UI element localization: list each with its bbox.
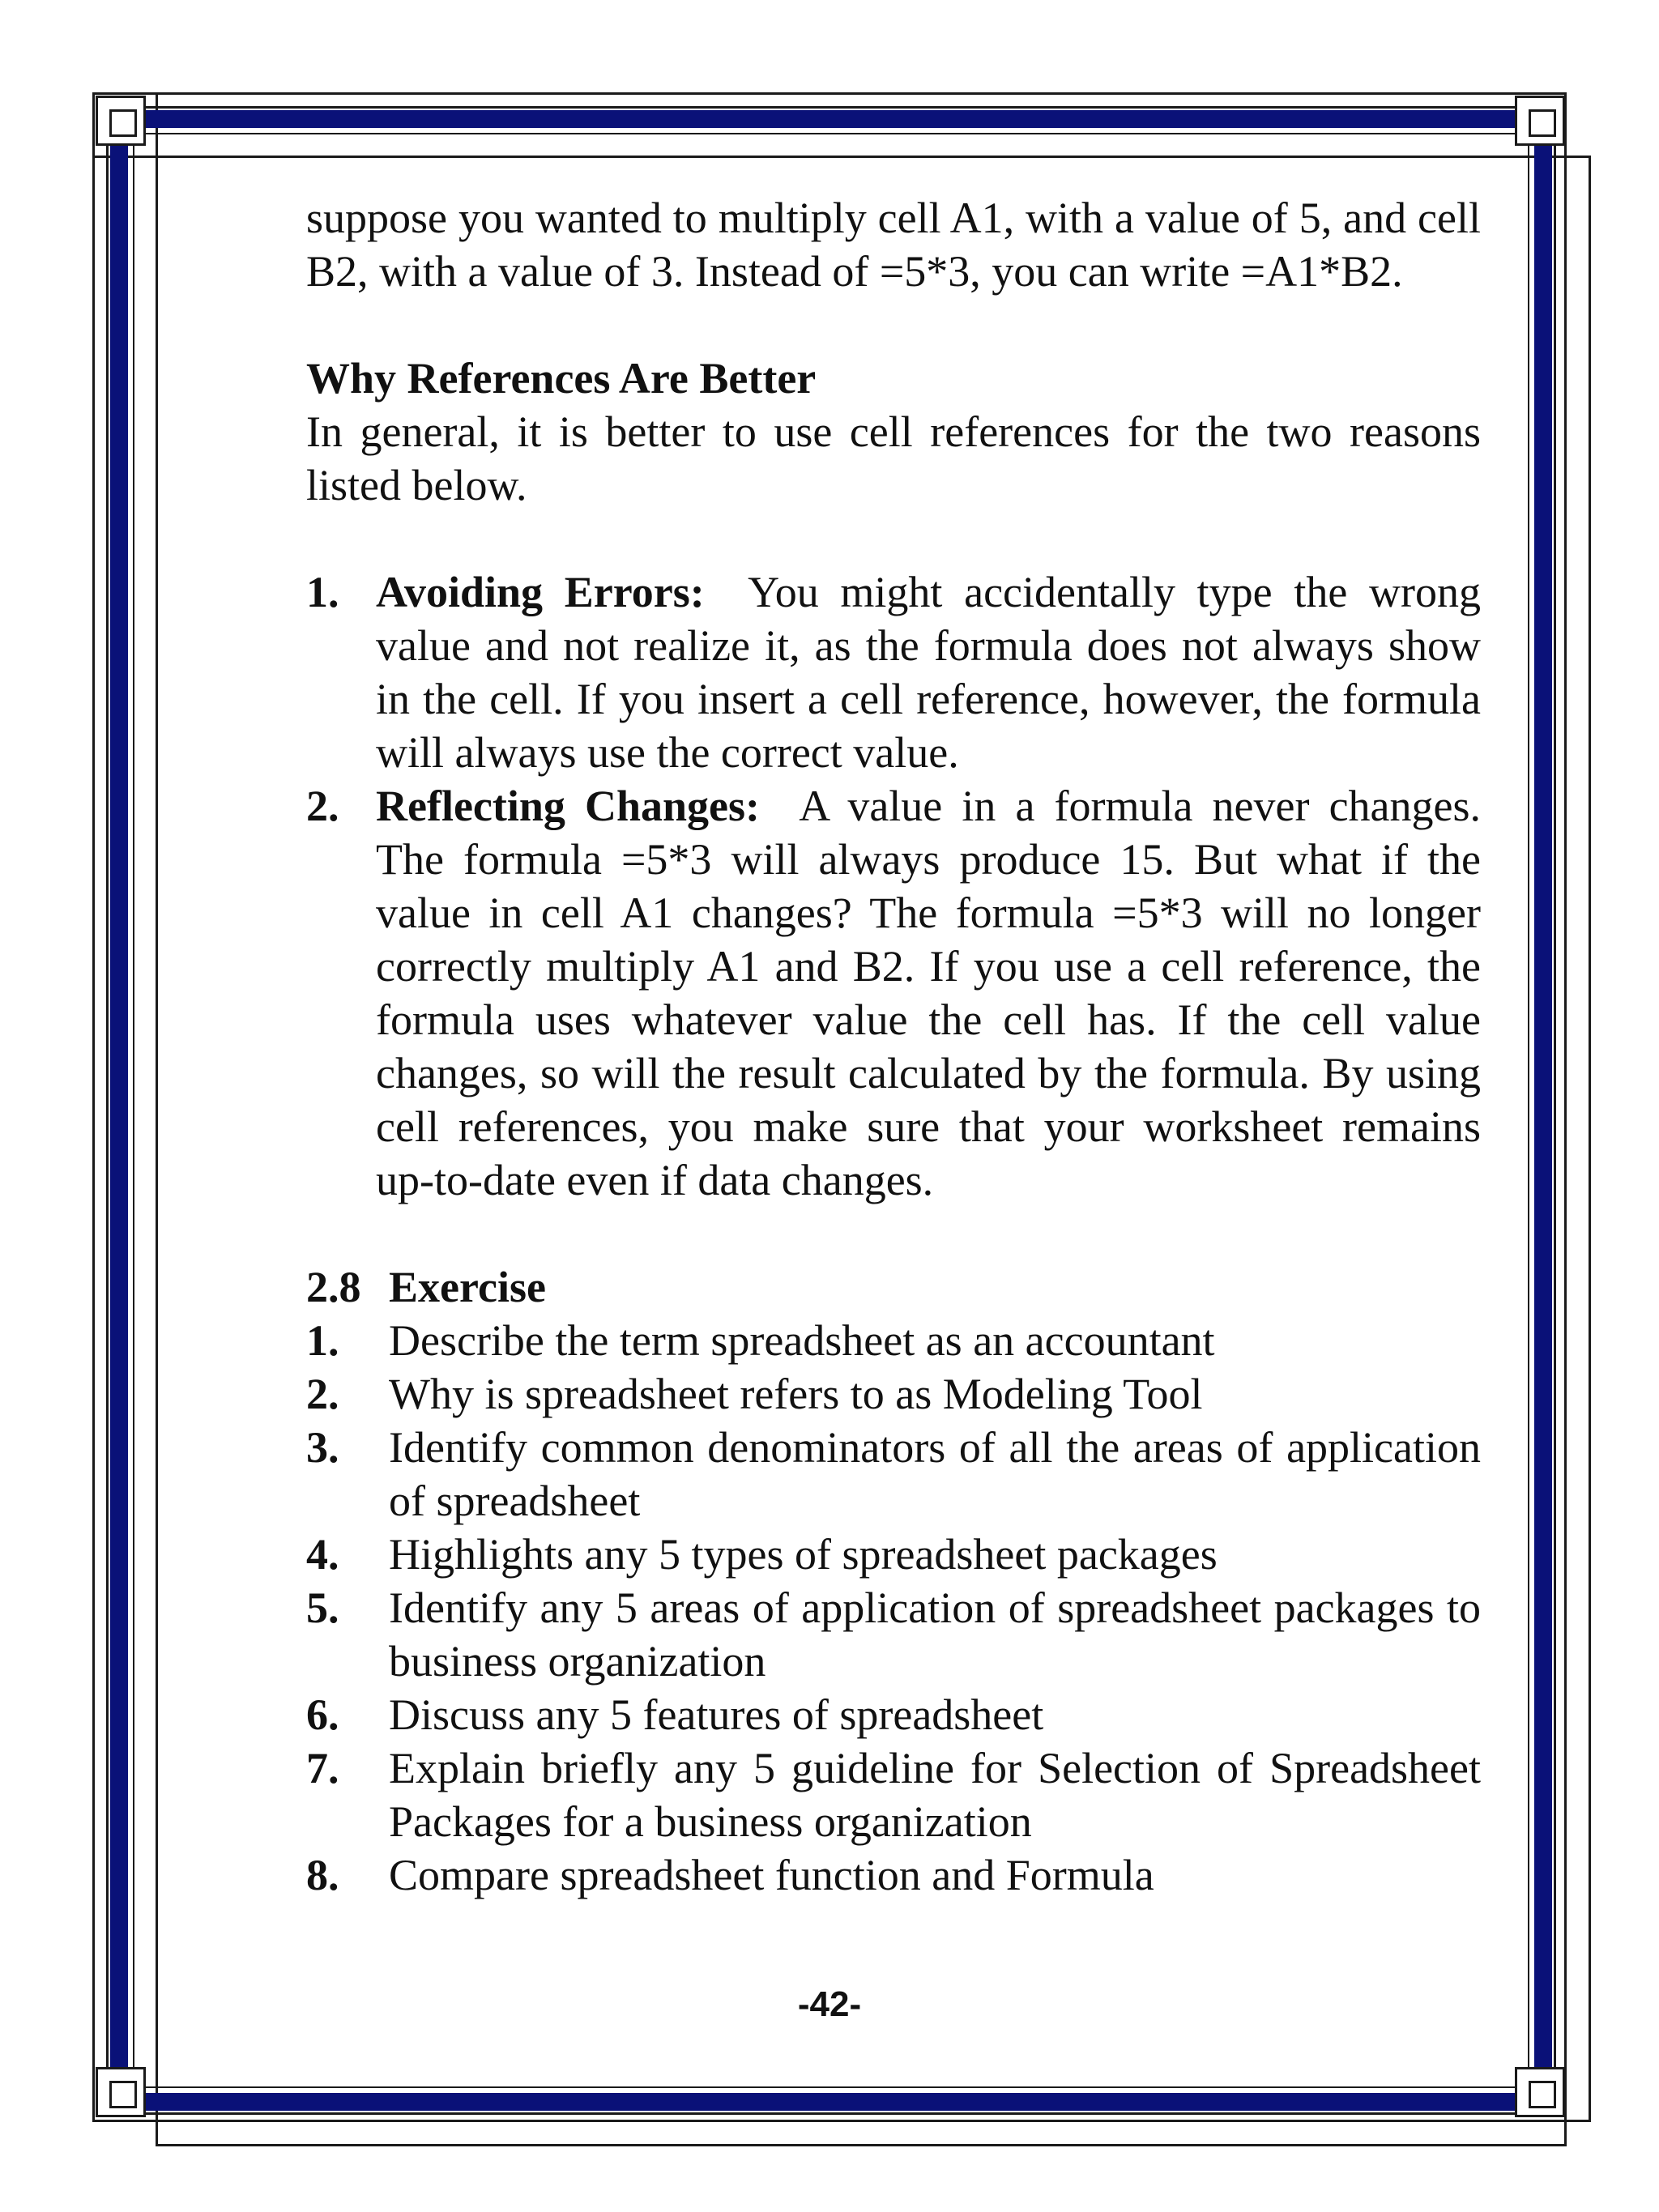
exercise-list — [306, 1314, 1481, 1902]
exercise-item — [306, 1528, 1481, 1581]
exercise-number: 2. — [306, 1370, 339, 1418]
reason-text: You might accidentally type the wrong value and not realize it, as the formula does not always show in the cell. If you insert a cell reference, however, the formula will always use the correct value. — [376, 568, 1481, 777]
reason-text: A value in a formula never changes. The formula =5*3 will always produce 15. But what if the value in cell A1 changes? The formula =5*3 will no longer correctly multiply A1 and B2. If you use a cell reference, the formula uses whatever value the cell has. If the cell value changes, so will the result calculated by the formula. By using cell references, you make sure that your worksheet remains up-to-date even if data changes. — [376, 782, 1481, 1204]
exercise-number: 4. — [306, 1530, 339, 1579]
page-content — [306, 191, 1481, 1902]
spacer — [306, 512, 1481, 565]
exercise-section-number: 2.8 — [306, 1263, 361, 1311]
corner-ornament-top-left — [96, 96, 146, 146]
exercise-item — [306, 1314, 1481, 1367]
exercise-text: Highlights any 5 types of spreadsheet packages — [389, 1530, 1218, 1579]
reason-item-avoiding-errors — [306, 565, 1481, 779]
references-heading: Why References Are Better — [306, 354, 817, 403]
corner-ornament-bottom-right — [1515, 2067, 1565, 2117]
exercise-item — [306, 1367, 1481, 1421]
exercise-number: 6. — [306, 1690, 339, 1739]
reason-number: 1. — [306, 568, 339, 616]
intro-paragraph: suppose you wanted to multiply cell A1, with a value of 5, and cell B2, with a value of 3. Instead of =5*3, you can write =A1*B2. — [306, 194, 1481, 296]
exercise-text: Explain briefly any 5 guideline for Selection of Spreadsheet Packages for a business organization — [389, 1744, 1481, 1846]
spacer — [306, 1207, 1481, 1260]
reason-lead: Reflecting Changes: — [376, 782, 800, 830]
exercise-number: 5. — [306, 1583, 339, 1632]
exercise-item — [306, 1848, 1481, 1902]
exercise-item — [306, 1581, 1481, 1688]
exercise-text: Identify any 5 areas of application of spreadsheet packages to business organization — [389, 1583, 1481, 1686]
corner-ornament-top-right — [1515, 96, 1565, 146]
page-number: -42- — [797, 1984, 862, 2024]
exercise-text: Discuss any 5 features of spreadsheet — [389, 1690, 1044, 1739]
exercise-text: Identify common denominators of all the areas of application of spreadsheet — [389, 1423, 1481, 1525]
reason-lead: Avoiding Errors: — [376, 568, 748, 616]
corner-ornament-bottom-left — [96, 2067, 146, 2117]
exercise-text: Describe the term spreadsheet as an accountant — [389, 1316, 1215, 1365]
reasons-list — [306, 565, 1481, 1207]
reason-number: 2. — [306, 782, 339, 830]
exercise-text: Compare spreadsheet function and Formula — [389, 1851, 1154, 1899]
exercise-number: 7. — [306, 1744, 339, 1792]
reason-item-reflecting-changes — [306, 779, 1481, 1207]
exercise-number: 1. — [306, 1316, 339, 1365]
references-intro: In general, it is better to use cell references for the two reasons listed below. — [306, 407, 1481, 509]
exercise-text: Why is spreadsheet refers to as Modeling Tool — [389, 1370, 1203, 1418]
spacer — [306, 298, 1481, 352]
exercise-item — [306, 1741, 1481, 1848]
exercise-section-title: Exercise — [389, 1263, 546, 1311]
exercise-heading — [306, 1260, 1481, 1314]
exercise-item — [306, 1688, 1481, 1741]
exercise-number: 3. — [306, 1423, 339, 1472]
exercise-item — [306, 1421, 1481, 1528]
exercise-number: 8. — [306, 1851, 339, 1899]
